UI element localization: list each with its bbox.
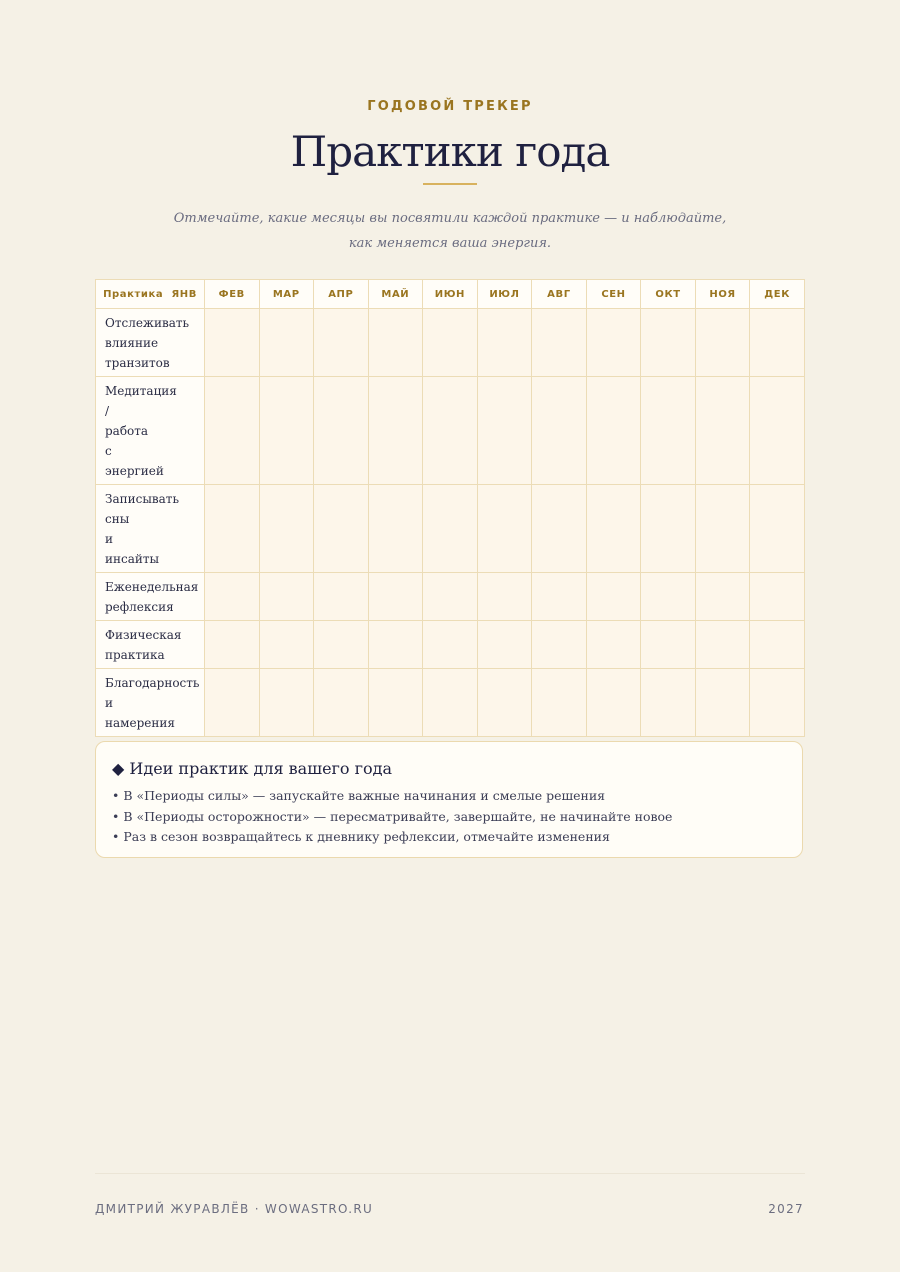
month-cell[interactable] [259, 669, 314, 737]
month-cell[interactable] [314, 309, 369, 377]
month-cell[interactable] [477, 485, 532, 573]
month-cell[interactable] [259, 309, 314, 377]
month-cell[interactable] [641, 309, 696, 377]
month-cell[interactable] [423, 621, 478, 669]
month-cell[interactable] [695, 309, 750, 377]
tracker-row [96, 377, 805, 485]
tracker-row [96, 309, 805, 377]
month-cell[interactable] [695, 621, 750, 669]
month-cell[interactable] [477, 621, 532, 669]
ideas-item: • В «Периоды осторожности» — пересматривайте, завершайте, не начинайте новое [112, 808, 673, 824]
ideas-item: • Раз в сезон возвращайтесь к дневнику рефлексии, отмечайте изменения [112, 829, 610, 844]
subtitle-line-1: Отмечайте, какие месяцы вы посвятили каждой практике — и наблюдайте, [173, 211, 727, 226]
practice-label: Еженедельная рефлексия [96, 573, 205, 621]
month-cell[interactable] [368, 669, 423, 737]
header-month: ФЕВ [205, 280, 260, 309]
month-cell[interactable] [532, 669, 587, 737]
month-cell[interactable] [314, 621, 369, 669]
month-cell[interactable] [477, 309, 532, 377]
month-cell[interactable] [205, 485, 260, 573]
footer-year: 2027 [768, 1202, 804, 1216]
month-cell[interactable] [259, 573, 314, 621]
subtitle-line-2: как меняется ваша энергия. [348, 236, 552, 251]
month-cell[interactable] [314, 573, 369, 621]
header-month: АВГ [532, 280, 587, 309]
month-cell[interactable] [423, 377, 478, 485]
month-cell[interactable] [750, 309, 805, 377]
month-cell[interactable] [205, 621, 260, 669]
month-cell[interactable] [586, 485, 641, 573]
month-cell[interactable] [423, 669, 478, 737]
header-month: АПР [314, 280, 369, 309]
footer-author: ДМИТРИЙ ЖУРАВЛЁВ · WOWASTRO.RU [95, 1202, 374, 1216]
practice-label: Записывать сны и инсайты [96, 485, 205, 573]
month-cell[interactable] [314, 377, 369, 485]
month-cell[interactable] [423, 309, 478, 377]
month-cell[interactable] [368, 377, 423, 485]
month-cell[interactable] [532, 377, 587, 485]
month-cell[interactable] [314, 669, 369, 737]
month-cell[interactable] [641, 485, 696, 573]
month-cell[interactable] [259, 621, 314, 669]
month-cell[interactable] [641, 621, 696, 669]
page-title: Практики года [290, 127, 610, 176]
month-cell[interactable] [750, 669, 805, 737]
header-month: ОКТ [641, 280, 696, 309]
month-cell[interactable] [641, 573, 696, 621]
month-cell[interactable] [477, 573, 532, 621]
month-cell[interactable] [314, 485, 369, 573]
month-cell[interactable] [205, 377, 260, 485]
month-cell[interactable] [641, 669, 696, 737]
tracker-row [96, 485, 805, 573]
month-cell[interactable] [477, 377, 532, 485]
header-month: СЕН [586, 280, 641, 309]
tracker-row [96, 669, 805, 737]
month-cell[interactable] [423, 573, 478, 621]
month-cell[interactable] [205, 669, 260, 737]
ideas-list [112, 786, 672, 848]
ideas-title: ◆ Идеи практик для вашего года [112, 759, 393, 778]
title-divider [423, 183, 477, 185]
month-cell[interactable] [586, 377, 641, 485]
page-subtitle [150, 206, 750, 256]
month-cell[interactable] [368, 573, 423, 621]
eyebrow-label: ГОДОВОЙ ТРЕКЕР [367, 99, 533, 114]
practice-label: Благодарность и намерения [96, 669, 205, 737]
month-cell[interactable] [695, 377, 750, 485]
month-cell[interactable] [368, 485, 423, 573]
month-cell[interactable] [205, 309, 260, 377]
header-practice: Практика [103, 288, 164, 300]
tracker-row [96, 621, 805, 669]
month-cell[interactable] [695, 573, 750, 621]
header-month: ИЮН [423, 280, 478, 309]
month-cell[interactable] [477, 669, 532, 737]
tracker-body [96, 309, 805, 737]
month-cell[interactable] [641, 377, 696, 485]
month-cell[interactable] [532, 621, 587, 669]
month-cell[interactable] [259, 485, 314, 573]
month-cell[interactable] [532, 485, 587, 573]
header-month: ЯНВ [171, 288, 197, 300]
month-cell[interactable] [586, 669, 641, 737]
month-cell[interactable] [750, 485, 805, 573]
month-cell[interactable] [750, 573, 805, 621]
tracker-table [95, 279, 805, 737]
header-month: НОЯ [695, 280, 750, 309]
month-cell[interactable] [532, 573, 587, 621]
header-month: МАР [259, 280, 314, 309]
ideas-item: • В «Периоды силы» — запускайте важные начинания и смелые решения [112, 788, 606, 803]
month-cell[interactable] [532, 309, 587, 377]
practice-label: Физическая практика [96, 621, 205, 669]
month-cell[interactable] [750, 621, 805, 669]
month-cell[interactable] [695, 485, 750, 573]
header-month: МАЙ [368, 280, 423, 309]
month-cell[interactable] [259, 377, 314, 485]
month-cell[interactable] [205, 573, 260, 621]
month-cell[interactable] [586, 573, 641, 621]
ideas-card [95, 741, 803, 858]
header-month: ДЕК [750, 280, 805, 309]
footer-divider [95, 1173, 805, 1174]
month-cell[interactable] [423, 485, 478, 573]
tracker-header-row [96, 280, 805, 309]
month-cell[interactable] [750, 377, 805, 485]
header-month: ИЮЛ [477, 280, 532, 309]
tracker-row [96, 573, 805, 621]
month-cell[interactable] [368, 621, 423, 669]
practice-label: Медитация / работа с энергией [96, 377, 205, 485]
practice-label: Отслеживать влияние транзитов [96, 309, 205, 377]
header-practice-month-jan [96, 280, 205, 309]
month-cell[interactable] [586, 309, 641, 377]
month-cell[interactable] [586, 621, 641, 669]
month-cell[interactable] [695, 669, 750, 737]
month-cell[interactable] [368, 309, 423, 377]
